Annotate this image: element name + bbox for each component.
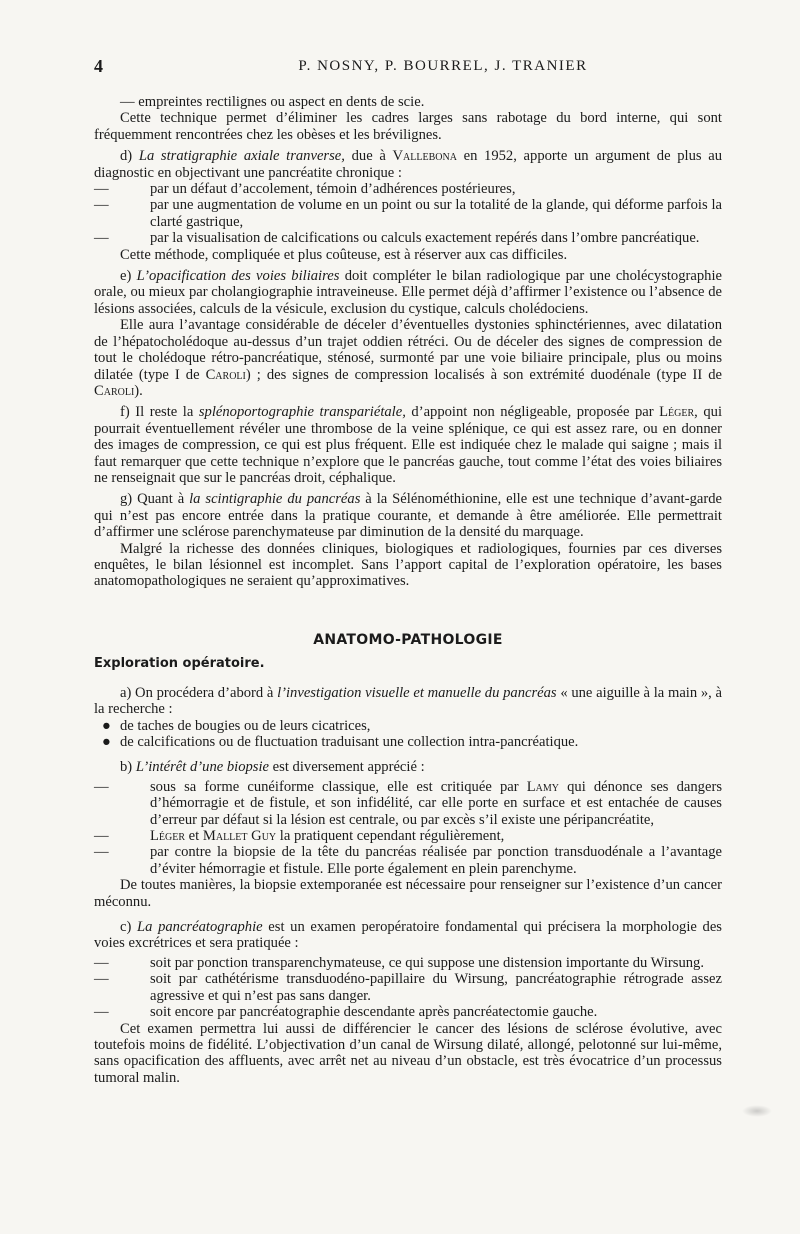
text-fragment: est un examen peropératoire fondamental qui précisera la morphologie des voies excrétrices et sera pratiquée :	[94, 919, 722, 952]
list-item-text: par une augmentation de volume en un point ou sur la totalité de la glande, qui déforme parfois la clarté gastrique,	[150, 197, 722, 230]
list-item-dash	[94, 197, 722, 230]
list-item-text: de calcifications ou de fluctuation traduisant une collection intra-pancréatique.	[120, 734, 579, 750]
scan-speck	[742, 1105, 772, 1117]
text-fragment: et	[185, 828, 203, 845]
term-investigation: l’investigation visuelle et manuelle du pancréas	[277, 684, 557, 701]
text-fragment: doit compléter le bilan radiologique par une cholécystographie orale, ou mieux par cholangiographie intraveineuse. Elle permet déjà d’affirmer l’existence ou l’absence de lésions associées, calculs de la vésicule, exclusion du cystique, calculs cholédociens.	[94, 268, 722, 317]
term-splenoportographie: splénoportographie transpariétale,	[198, 404, 406, 421]
paragraph-avantage	[94, 317, 722, 399]
term-opacification: L’opacification des voies biliaires	[136, 268, 340, 285]
item-label-d: d)	[120, 148, 139, 165]
item-label-g: g) Quant à	[120, 491, 190, 508]
dash-marker: —	[94, 971, 109, 988]
author-mallet-guy: Mallet Guy	[202, 828, 277, 845]
paragraph-d-stratigraphie	[94, 148, 722, 181]
paragraph-e-opacification	[94, 268, 722, 317]
paragraph-cadres-larges: Cette technique permet d’éliminer les cadres larges sans rabotage du bord interne, qui sont fréquemment rencontrées chez les obèses et les brévilignes.	[94, 110, 722, 143]
page-number: 4	[94, 56, 103, 76]
running-head	[94, 56, 722, 80]
list-item-text: la pratiquent cependant régulièrement,	[276, 828, 505, 845]
text-fragment: est diversement apprécié :	[269, 759, 425, 776]
dash-marker: —	[94, 181, 109, 198]
text-fragment: ) ; des signes de compression localisés à son extrémité duodénale (type II de	[245, 366, 722, 383]
paragraph-empreintes: — empreintes rectilignes ou aspect en dents de scie.	[120, 94, 425, 110]
item-label-f: f) Il reste la	[120, 404, 199, 421]
text-fragment: Elle aura l’avantage considérable de déceler d’éventuelles dystonies sphinctériennes, avec dilatation de l’hépatocholédoque au-dessus d’un trajet oddien rétréci. Ou de déceler des signes de compression de tout le cholédoque rétro-pancréatique, sténosé, surmonté par une voie biliaire principale, plus ou moins dilatée (type I de	[94, 317, 722, 383]
author-leger: Léger	[659, 404, 695, 421]
item-label-c: c)	[120, 919, 137, 936]
author-caroli: Caroli	[94, 382, 135, 399]
item-label-b: b)	[120, 759, 136, 776]
dash-marker: —	[94, 197, 109, 214]
subsection-heading: Exploration opératoire.	[94, 655, 265, 671]
list-item-dash	[94, 1004, 722, 1020]
paragraph-malgre: Malgré la richesse des données cliniques, biologiques et radiologiques, fournies par ces diverses enquêtes, le bilan lésionnel est incomplet. Sans l’apport capital de l’exploration opératoire, les bases anatomopathologiques ne seraient qu’approximatives.	[94, 540, 722, 590]
dash-marker: —	[94, 844, 109, 861]
list-item-text: soit par ponction transparenchymateuse, ce qui suppose une distension importante du Wirsung.	[150, 954, 704, 971]
term-pancreatographie: La pancréatographie	[137, 919, 263, 936]
list-item-dash	[94, 828, 722, 844]
paragraph-methode: Cette méthode, compliquée et plus coûteuse, est à réserver aux cas difficiles.	[120, 246, 568, 263]
text-fragment: due à	[344, 148, 393, 165]
term-scintigraphie: la scintigraphie du pancréas	[189, 491, 361, 508]
list-item-text: par contre la biopsie de la tête du pancréas réalisée par ponction transduodénale a l’avantage d’éviter hémorragie et fistule. Elle porte également en plein parenchyme.	[150, 844, 722, 877]
text-fragment: ).	[134, 382, 143, 399]
text-fragment: « une aiguille à la main », à la recherche :	[94, 684, 722, 718]
list-item-text: soit par cathétérisme transduodéno-papillaire du Wirsung, pancréatographie rétrograde assez agressive et qui n’est pas sans danger.	[150, 971, 722, 1004]
dash-marker: —	[94, 954, 109, 971]
list-item-dash	[94, 971, 722, 1004]
author-vallebona: Vallebona	[392, 148, 457, 165]
paragraph-b-biopsie	[94, 759, 722, 775]
paragraph-c-pancreatographie	[94, 919, 722, 952]
dash-marker: —	[94, 230, 109, 247]
section-heading: ANATOMO-PATHOLOGIE	[313, 631, 503, 648]
text-fragment: en 1952, apporte un argument de plus au diagnostic en objectivant une pancréatite chronique :	[94, 148, 722, 181]
list-item-bullet	[94, 734, 722, 750]
paragraph-biopsie-extemporanee: De toutes manières, la biopsie extemporanée est nécessaire pour renseigner sur l’existence d’un cancer méconnu.	[94, 877, 722, 910]
paragraph-g-scintigraphie	[94, 491, 722, 540]
paragraph-f-splenoportographie	[94, 404, 722, 486]
author-leger: Léger	[150, 828, 186, 845]
author-caroli: Caroli	[205, 366, 246, 383]
term-biopsie: L’intérêt d’une biopsie	[135, 759, 270, 776]
author-lamy: Lamy	[526, 778, 559, 795]
running-head-authors: P. NOSNY, P. BOURREL, J. TRANIER	[298, 58, 588, 74]
list-item-text: par la visualisation de calcifications ou calculs exactement repérés dans l’ombre pancréatique.	[150, 230, 700, 247]
dash-marker: —	[94, 778, 109, 795]
list-item-dash	[94, 230, 722, 246]
dash-marker: —	[94, 1004, 109, 1021]
list-item-dash	[94, 955, 722, 971]
paragraph-a-investigation	[94, 685, 722, 718]
item-label-e: e)	[120, 268, 137, 285]
list-item-bullet	[94, 718, 722, 734]
list-item-dash	[94, 181, 722, 197]
list-item-dash	[94, 779, 722, 828]
term-stratigraphie: La stratigraphie axiale tranverse,	[138, 148, 345, 165]
item-label-a: a) On procédera d’abord à	[120, 684, 278, 701]
list-item-text: sous sa forme cunéiforme classique, elle est critiquée par	[150, 778, 527, 795]
text-fragment: d’appoint non négligeable, proposée par	[405, 404, 660, 421]
text-fragment: , qui pourrait éventuellement révéler une thrombose de la veine splénique, ce qui est assez rare, ou en donner des images de compression, ce qui est plus fréquent. Elle est indiquée chez le malade qui saigne ; mais il faut remarquer que cette technique n’explore que le pancréas gauche, tout comme l’état des voies biliaires ne renseignait que sur le pancréas droit, céphalique.	[94, 404, 723, 486]
list-item-dash	[94, 844, 722, 877]
list-item-text: de taches de bougies ou de leurs cicatrices,	[120, 717, 371, 734]
text-fragment: à la Sélénométhionine, elle est une technique d’avant-garde qui n’est pas encore entrée dans la pratique courante, et demande à être améliorée. Elle permettrait d’affirmer une sclérose parenchymateuse par diminution de la densité du marquage.	[94, 491, 722, 541]
list-item-text: qui dénonce ses dangers d’hémorragie et de fistule, et son infidélité, car elle porte en surface et est entachée de causes d’erreur par défaut si la lésion est centrale, ou par excès s’il existe une péripancréatite,	[150, 778, 722, 828]
list-item-text: soit encore par pancréatographie descendante après pancréatectomie gauche.	[150, 1004, 598, 1021]
dash-marker: —	[94, 828, 109, 845]
bullet-icon: ●	[102, 717, 111, 734]
bullet-icon: ●	[102, 734, 111, 750]
list-item-text: par un défaut d’accolement, témoin d’adhérences postérieures,	[150, 181, 516, 198]
paragraph-cet-examen: Cet examen permettra lui aussi de différencier le cancer des lésions de sclérose évolutive, avec toutefois moins de fidélité. L’objectivation d’un canal de Wirsung dilaté, allongé, pelotonné sur lui-même, sans opacification des affluents, avec arrêt net au niveau d’un obstacle, est très évocatrice d’un processus tumoral malin.	[94, 1020, 722, 1086]
